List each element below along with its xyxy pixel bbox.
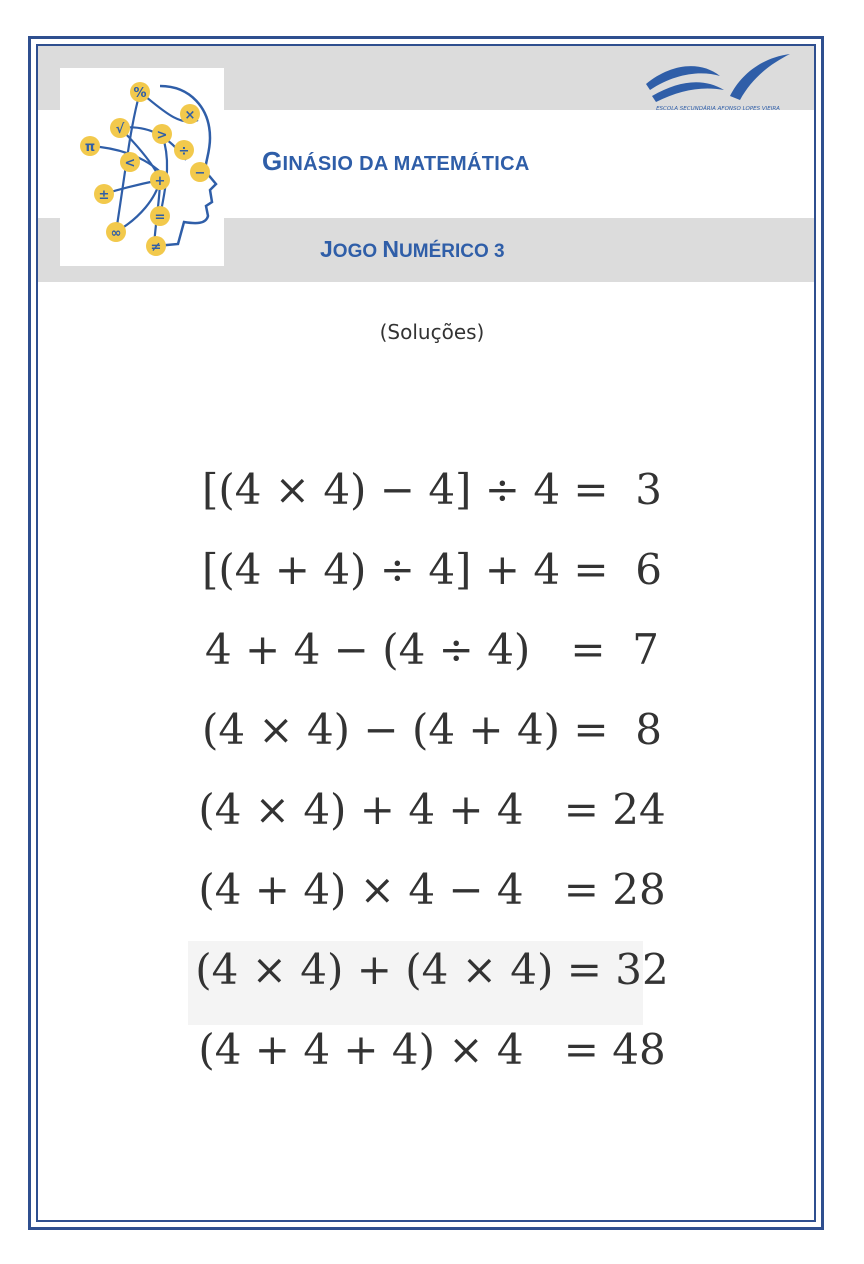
equation-row: (4 × 4) + 4 + 4 = 24 [198,785,666,834]
school-logo [640,46,796,114]
svg-text:∞: ∞ [110,226,122,241]
math-head-logo-icon [60,68,224,266]
svg-text:≠: ≠ [150,240,162,255]
equation-row: [(4 × 4) − 4] ÷ 4 = 3 [201,465,663,514]
svg-text:=: = [154,210,166,225]
svg-text:%: % [133,86,147,101]
svg-text:π: π [84,140,96,155]
svg-text:+: + [154,174,166,189]
svg-text:√: √ [115,122,125,137]
equation-row: [(4 + 4) ÷ 4] + 4 = 6 [201,545,663,594]
svg-text:×: × [184,108,196,123]
svg-text:±: ± [98,188,110,203]
equation-row: 4 + 4 − (4 ÷ 4) = 7 [204,625,659,674]
svg-text:÷: ÷ [178,144,190,159]
equation-row: (4 + 4) × 4 − 4 = 28 [198,865,666,914]
page-subtitle: JOGO NUMÉRICO 3 [320,236,505,262]
school-waves-icon [640,46,796,114]
svg-text:>: > [156,128,168,143]
ginasio-logo [60,68,224,266]
equation-row: (4 + 4 + 4) × 4 = 48 [198,1025,666,1074]
solutions-label: (Soluções) [379,320,485,344]
svg-text:−: − [194,166,206,181]
svg-text:<: < [124,156,136,171]
equation-row-selected: (4 × 4) + (4 × 4) = 32 [195,945,669,994]
school-name: ESCOLA SECUNDÁRIA AFONSO LOPES VIEIRA [656,106,780,112]
page-title: GINÁSIO DA MATEMÁTICA [262,146,530,176]
equation-row: (4 × 4) − (4 + 4) = 8 [201,705,663,754]
